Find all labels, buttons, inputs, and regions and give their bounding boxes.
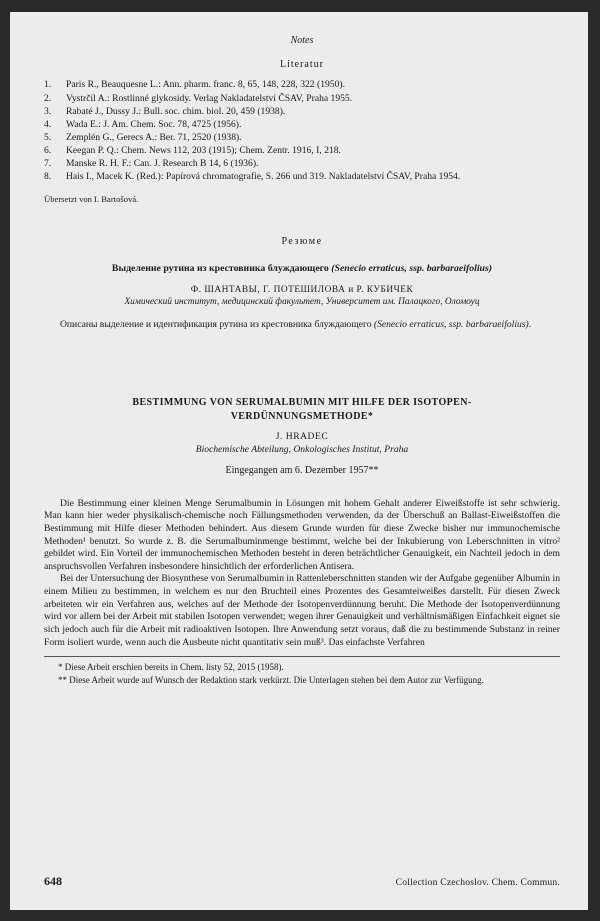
reference-item [44,119,560,132]
references-title: Literatur [280,59,324,71]
resume-authors: Ф. ШАНТАВЫ, Г. ПОТЕШИЛОВА и Р. КУБИЧЕК [190,284,414,295]
reference-number: 2. [44,92,52,104]
reference-number: 1. [44,79,52,91]
reference-text: Keegan P. Q.: Chem. News 112, 203 (1915); Chem. Zentr. 1916, I, 218. [66,145,341,157]
footnote: * Diese Arbeit erschien bereits in Chem. listy 52, 2015 (1958). [58,662,284,673]
page-footer [44,874,560,890]
resume-article-title [44,263,560,276]
resume-abstract-text: Описаны выделение и идентификация рутина из крестовника блуждающего [60,319,374,331]
reference-item [44,145,560,158]
reference-number: 8. [44,171,52,183]
running-head: Notes [290,35,314,46]
article-title-line-2: VERDÜNNUNGSMETHODE* [230,410,374,422]
reference-number: 5. [44,132,52,143]
translator-note: Übersetzt von I. Bartošová. [44,194,139,205]
resume-abstract-species: (Senecio erraticus, ssp. barbaraeifolius) [373,319,529,331]
resume-heading: Резюме [281,236,323,248]
journal-name: Collection Czechoslov. Chem. Commun. [395,877,560,888]
reference-item [44,106,560,119]
resume-institution: Химический институт, медицинский факультет, Университет им. Палацкого, Оломоуц [124,296,480,307]
reference-item [44,79,560,92]
reference-text: Manske R. H. F.: Can. J. Research B 14, 6 (1936). [66,158,259,170]
reference-number: 6. [44,145,52,157]
reference-number: 7. [44,158,52,170]
reference-text: Vystrčil A.: Rostlinné glykosidy. Verlag Nakladatelství ČSAV, Praha 1955. [66,92,353,104]
reference-text: Hais I., Macek K. (Red.): Papírová chromatografie, S. 266 und 319. Nakladatelství ČSAV, Praha 1954. [66,171,461,183]
footnote: ** Diese Arbeit wurde auf Wunsch der Redaktion stark verkürzt. Die Unterlagen stehen bei dem Autor zur Verfügung. [58,675,484,686]
reference-text: Zemplén G., Gerecs A.: Ber. 71, 2520 (1938). [66,132,242,143]
reference-item [44,171,560,184]
body-paragraph: Die Bestimmung einer kleinen Menge Serumalbumin in Lösungen mit hohem Gehalt anderer Eiweißstoffe ist sehr schwierig. Man kann hier weder physikalisch-chemische noch Fällungsmethoden verwenden, da der Überschuß an Ballast-Eiweißstoffen die Bestimmung mit Hilfe dieser Methoden behindert. Aus diesem Grunde wurden für diese Zwecke bisher nur immunochemische Methoden¹ benutzt. So wurde z. B. die Serumalbuminmenge bestimmt, welche bei der Inkubierung von Leberschnitten in vitro² gebildet wird. Ein Vorteil der immunochemischen Methoden besteht in deren beträchtlicher Genauigkeit, ein Nachteil jedoch in dem anspruchsvollen Verfahren insbesondere hinsichtlich der erforderlichen Antisera. [44,497,560,572]
journal-page [10,12,588,910]
resume-abstract-end: . [528,319,532,331]
reference-text: Rabaté J., Dussy J.: Bull. soc. chim. biol. 20, 459 (1938). [66,105,286,117]
article-institution: Biochemische Abteilung, Onkologisches Institut, Praha [195,443,409,455]
body-paragraph: Bei der Untersuchung der Biosynthese von Serumalbumin in Rattenleberschnitten standen wir der Aufgabe gegenüber Albumin in einem Milieu zu bestimmen, in welchem es nur den Bruchteil eines Prozentes des Gesamteiweißes darstellt. Für diesen Zweck arbeiteten wir ein Verfahren aus, welches auf der Methode der Isotopenverdünnung beruht. Die Methode der Isotopenverdünnung wird vor allem bei der Arbeit mit stabilen Isotopen verwendet; wegen ihrer Genauigkeit und verhältnismäßigen Einfachkeit eignet sie sich jedoch auch für die Arbeit mit radioaktiven Isotopen. Ihre Anwendung setzt voraus, daß die zu bestimmende Substanz in reiner Form isoliert wurde, wenn auch die Ausbeute nicht quantitativ sein muß³. Das einfachste Verfahren [44,573,560,648]
resume-title-text: Выделение рутина из крестовника блуждающего [111,262,332,274]
reference-number: 3. [44,105,52,117]
reference-item [44,93,560,106]
article-author: J. HRADEC [275,431,329,443]
references-list [44,79,560,184]
reference-text: Wada E.: J. Am. Chem. Soc. 78, 4725 (1956). [66,118,242,130]
article-title [44,396,560,423]
reference-text: Paris R., Beauquesne L.: Ann. pharm. franc. 8, 65, 148, 228, 322 (1950). [66,79,345,91]
footnotes [44,656,560,687]
page-number: 648 [44,874,62,888]
article-body [44,498,560,650]
reference-number: 4. [44,118,52,130]
article-title-line-1: BESTIMMUNG VON SERUMALBUMIN MIT HILFE DER ISOTOPEN- [132,397,472,409]
resume-abstract [44,319,560,332]
reference-item [44,132,560,145]
resume-title-species: (Senecio erraticus, ssp. barbaraeifolius) [331,262,493,274]
article-received-date: Eingegangen am 6. Dezember 1957** [225,465,379,477]
reference-item [44,158,560,171]
